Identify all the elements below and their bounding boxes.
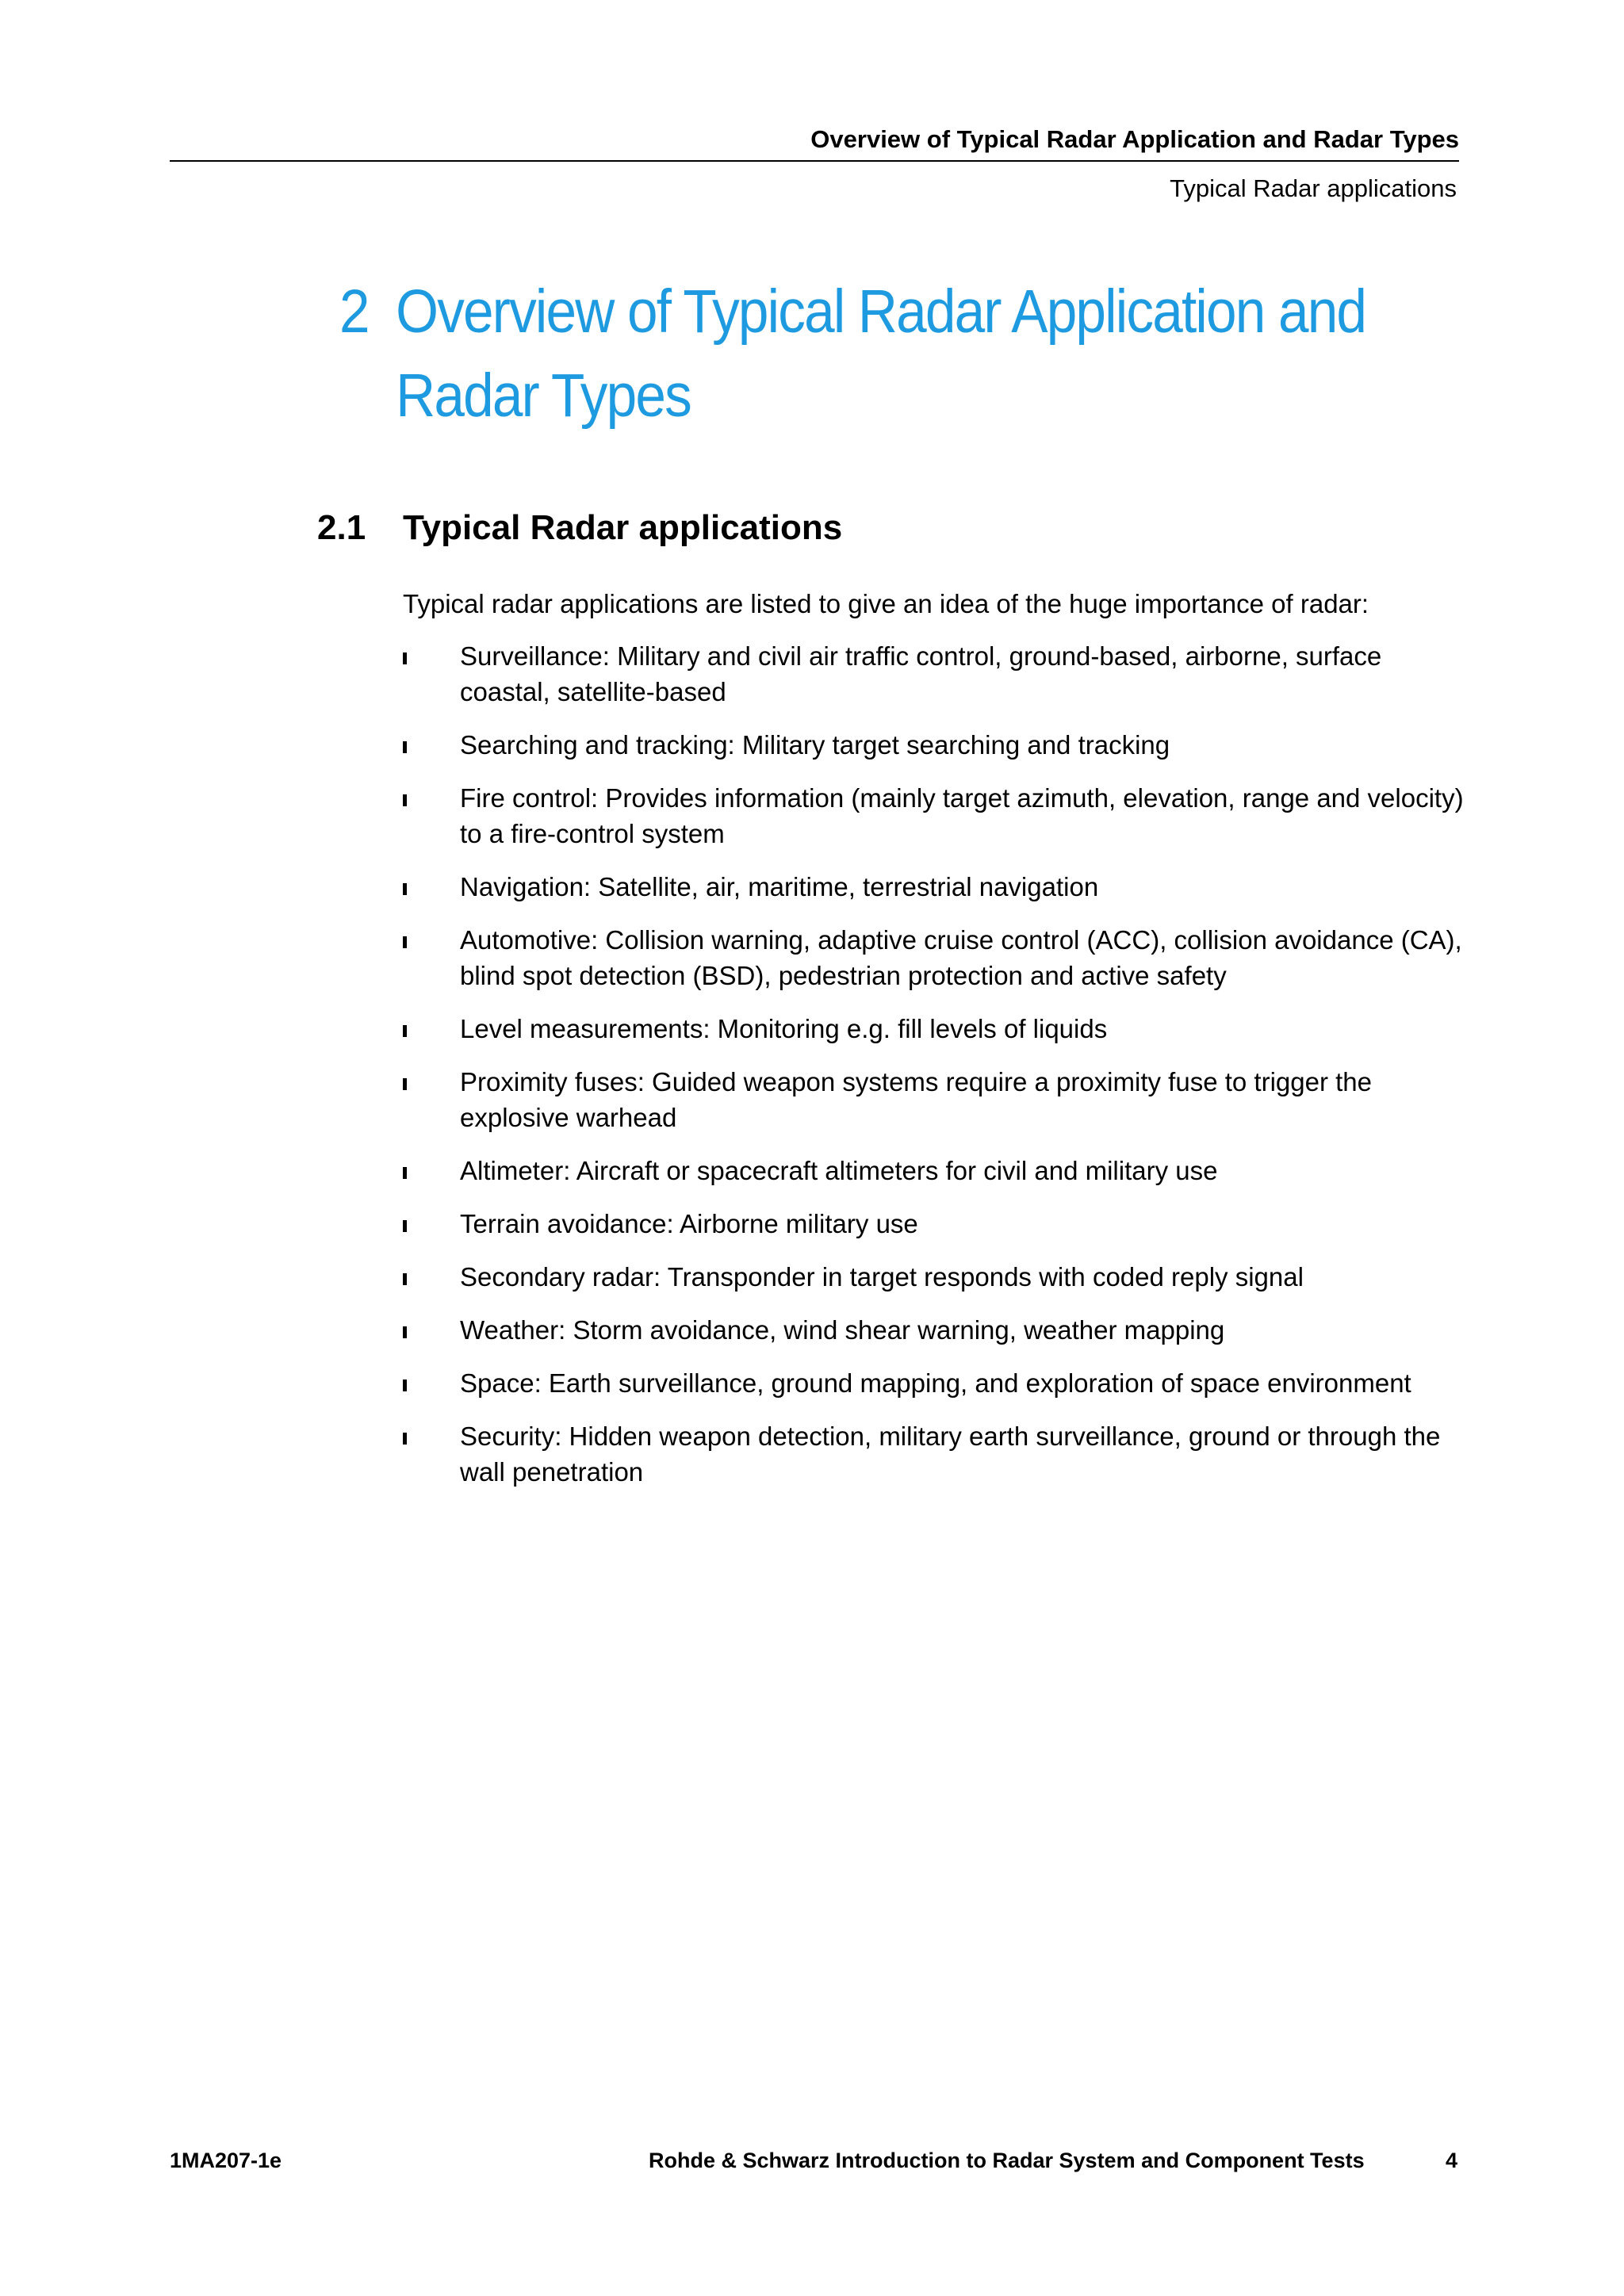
chapter-number: 2 xyxy=(339,277,369,346)
list-item-text: Security: Hidden weapon detection, military earth surveillance, ground or through the wall penetration xyxy=(460,1422,1441,1487)
list-item xyxy=(403,1153,1465,1188)
list-item xyxy=(403,1259,1465,1295)
list-item xyxy=(403,1418,1465,1490)
footer-page-number: 4 xyxy=(1445,2149,1457,2172)
bullet-marker xyxy=(403,1326,407,1338)
list-item xyxy=(403,638,1465,710)
running-header xyxy=(170,125,1459,162)
list-item xyxy=(403,1206,1465,1242)
list-item-text: Proximity fuses: Guided weapon systems require a proximity fuse to trigger the explosive warhead xyxy=(460,1067,1372,1132)
list-item xyxy=(403,1365,1465,1401)
list-item-text: Automotive: Collision warning, adaptive cruise control (ACC), collision avoidance (CA), blind spot detection (BSD), pedestrian protection and active safety xyxy=(460,925,1462,990)
bullet-marker xyxy=(403,1078,407,1090)
footer-document-title: Rohde & Schwarz Introduction to Radar System and Component Tests xyxy=(649,2149,1365,2172)
list-item-text: Altimeter: Aircraft or spacecraft altimeters for civil and military use xyxy=(460,1156,1218,1185)
list-item-text: Secondary radar: Transponder in target responds with coded reply signal xyxy=(460,1262,1304,1292)
list-item xyxy=(403,1312,1465,1348)
bullet-marker xyxy=(403,1025,407,1037)
applications-list xyxy=(403,638,1465,1507)
list-item-text: Level measurements: Monitoring e.g. fill levels of liquids xyxy=(460,1014,1108,1043)
bullet-marker xyxy=(403,883,407,895)
list-item xyxy=(403,727,1465,763)
bullet-marker xyxy=(403,1433,407,1445)
footer-document-id: 1MA207-1e xyxy=(170,2149,282,2172)
bullet-marker xyxy=(403,652,407,664)
bullet-marker xyxy=(403,1273,407,1285)
running-header-subtitle: Typical Radar applications xyxy=(1170,174,1457,202)
list-item xyxy=(403,1064,1465,1135)
bullet-marker xyxy=(403,794,407,806)
running-header-title: Overview of Typical Radar Application and Radar Types xyxy=(810,125,1459,153)
list-item-text: Space: Earth surveillance, ground mapping, and exploration of space environment xyxy=(460,1368,1411,1398)
chapter-title: Overview of Typical Radar Application and Radar Types xyxy=(396,277,1366,430)
section-number: 2.1 xyxy=(317,508,366,547)
section-heading xyxy=(317,504,842,552)
intro-paragraph: Typical radar applications are listed to give an idea of the huge importance of radar: xyxy=(403,589,1369,618)
bullet-marker xyxy=(403,741,407,753)
list-item-text: Terrain avoidance: Airborne military use xyxy=(460,1209,918,1238)
page-footer xyxy=(170,2150,1459,2182)
list-item-text: Surveillance: Military and civil air traffic control, ground-based, airborne, surface coastal, satellite-based xyxy=(460,641,1382,706)
list-item-text: Searching and tracking: Military target searching and tracking xyxy=(460,730,1170,760)
list-item xyxy=(403,922,1465,993)
section-title: Typical Radar applications xyxy=(403,508,843,547)
list-item-text: Weather: Storm avoidance, wind shear warning, weather mapping xyxy=(460,1315,1225,1345)
list-item xyxy=(403,1011,1465,1047)
bullet-marker xyxy=(403,1380,407,1391)
bullet-marker xyxy=(403,936,407,948)
bullet-marker xyxy=(403,1220,407,1232)
list-item xyxy=(403,869,1465,905)
list-item xyxy=(403,780,1465,851)
list-item-text: Navigation: Satellite, air, maritime, terrestrial navigation xyxy=(460,872,1099,901)
bullet-marker xyxy=(403,1167,407,1179)
list-item-text: Fire control: Provides information (mainly target azimuth, elevation, range and velocity) to a fire-control system xyxy=(460,783,1464,848)
